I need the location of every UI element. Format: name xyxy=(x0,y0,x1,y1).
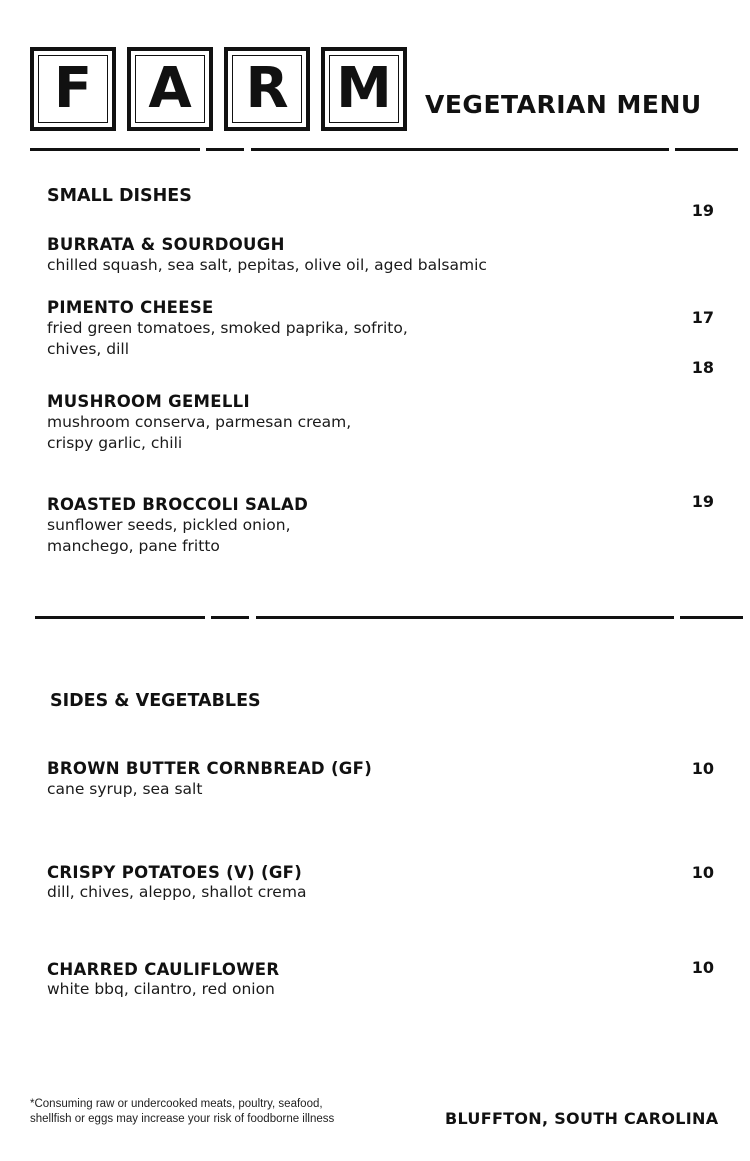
logo-letter: R xyxy=(245,56,289,121)
item-name: CHARRED CAULIFLOWER xyxy=(47,960,280,979)
price: 10 xyxy=(691,958,714,977)
small-dishes-heading: SMALL DISHES xyxy=(47,186,192,206)
item-description: fried green tomatoes, smoked paprika, sofrito, xyxy=(47,319,408,337)
item-name: BROWN BUTTER CORNBREAD (GF) xyxy=(47,759,373,778)
item-name: CRISPY POTATOES (V) (GF) xyxy=(47,863,303,882)
price: 19 xyxy=(691,492,714,511)
item-name: MUSHROOM GEMELLI xyxy=(47,392,250,411)
sides-heading: SIDES & VEGETABLES xyxy=(50,691,261,711)
disclaimer-line: *Consuming raw or undercooked meats, poultry, seafood, xyxy=(30,1098,323,1110)
price: 10 xyxy=(691,863,714,882)
item-description: chives, dill xyxy=(47,340,130,358)
logo-tile-a xyxy=(127,47,213,131)
location: BLUFFTON, SOUTH CAROLINA xyxy=(445,1109,719,1128)
logo-letter: A xyxy=(148,56,192,121)
item-description: white bbq, cilantro, red onion xyxy=(47,980,275,998)
logo-tile-r xyxy=(224,47,310,131)
item-description: crispy garlic, chili xyxy=(47,434,183,452)
item-name: BURRATA & SOURDOUGH xyxy=(47,235,285,254)
price: 10 xyxy=(691,759,714,778)
food-safety-disclaimer xyxy=(30,1097,334,1127)
logo-tile-f xyxy=(30,47,116,131)
item-description: sunflower seeds, pickled onion, xyxy=(47,516,291,534)
item-description: cane syrup, sea salt xyxy=(47,780,203,798)
item-name: ROASTED BROCCOLI SALAD xyxy=(47,495,309,514)
disclaimer-line: shellfish or eggs may increase your risk of foodborne illness xyxy=(30,1113,335,1125)
logo-letter: F xyxy=(53,56,93,121)
logo-letter: M xyxy=(336,56,392,121)
price: 18 xyxy=(691,358,714,377)
item-description: dill, chives, aleppo, shallot crema xyxy=(47,883,307,901)
item-description: manchego, pane fritto xyxy=(47,537,220,555)
price: 17 xyxy=(691,308,714,327)
item-name: PIMENTO CHEESE xyxy=(47,298,214,317)
item-description: mushroom conserva, parmesan cream, xyxy=(47,413,352,431)
logo-tile-m xyxy=(321,47,407,131)
item-description: chilled squash, sea salt, pepitas, olive oil, aged balsamic xyxy=(47,256,487,274)
menu-title: VEGETARIAN MENU xyxy=(425,90,702,119)
price: 19 xyxy=(691,201,714,220)
